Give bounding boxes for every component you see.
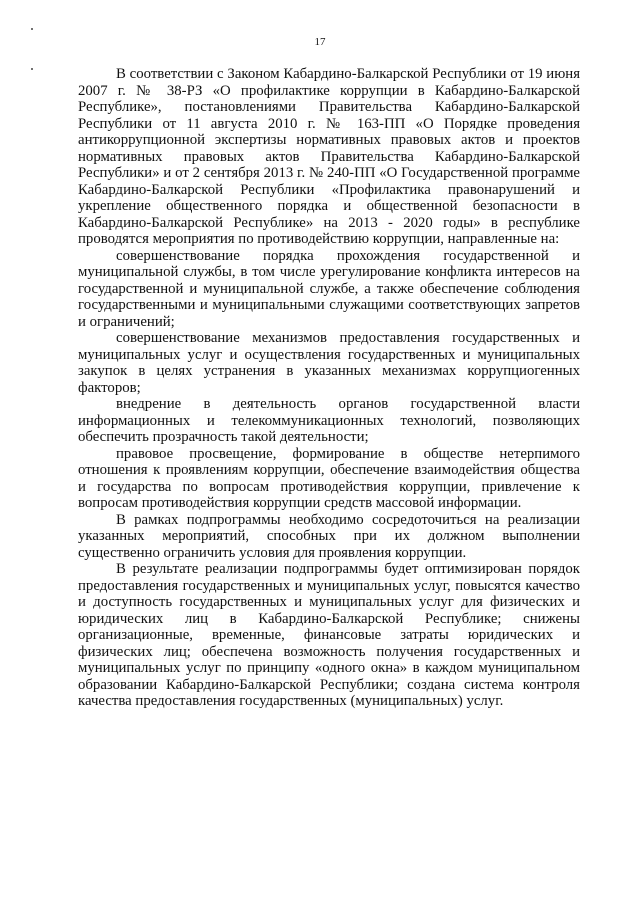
paragraph-item-civil-service: совершенствование порядка прохождения государственной и муниципальной службы, в том числе урегулирование конфликта интересов на государственной и муниципальной службе, а также обеспечение соблюдения государственными и муниципальными служащими соответствующих запретов и ограничений;	[78, 247, 580, 330]
document-body	[78, 66, 580, 710]
paragraph-intro: В соответствии с Законом Кабардино-Балкарской Республики от 19 июня 2007 г. № 38-РЗ «О профилактике коррупции в Кабардино-Балкарской Республике», постановлениями Правительства Кабардино-Балкарской Республики от 11 августа 2010 г. № 163-ПП «О Порядке проведения антикоррупционной экспертизы нормативных правовых актов и проектов нормативных правовых актов Правительства Кабардино-Балкарской Республики» и от 2 сентября 2013 г. № 240-ПП «О Государственной программе Кабардино-Балкарской Республики «Профилактика правонарушений и укрепление общественного порядка и общественной безопасности в Кабардино-Балкарской Республике» на 2013 - 2020 годы» в республике проводятся мероприятия по противодействию коррупции, направленные на:	[78, 66, 580, 247]
scan-speck	[31, 28, 33, 30]
page-number: 17	[314, 36, 326, 48]
paragraph-subprogram-focus: В рамках подпрограммы необходимо сосредоточиться на реализации указанных мероприятий, способных при их должном выполнении существенно ограничить условия для проявления коррупции.	[78, 511, 580, 561]
paragraph-expected-results: В результате реализации подпрограммы будет оптимизирован порядок предоставления государственных и муниципальных услуг, повысятся качество и доступность государственных и муниципальных услуг для физических и юридических лиц в Кабардино-Балкарской Республике; снижены организационные, временные, финансовые затраты юридических и физических лиц; обеспечена возможность получения государственных и муниципальных услуг по принципу «одного окна» в каждом муниципальном образовании Кабардино-Балкарской Республики; создана система контроля качества предоставления государственных (муниципальных) услуг.	[78, 561, 580, 709]
paragraph-item-technologies: внедрение в деятельность органов государственной власти информационных и телекоммуникационных технологий, позволяющих обеспечить прозрачность такой деятельности;	[78, 396, 580, 445]
scan-speck	[31, 68, 33, 70]
paragraph-item-education: правовое просвещение, формирование в обществе нетерпимого отношения к проявлениям коррупции, обеспечение взаимодействия общества и государства по вопросам противодействия коррупции, привлечение к вопросам противодействия коррупции средств массовой информации.	[78, 445, 580, 511]
paragraph-item-services: совершенствование механизмов предоставления государственных и муниципальных услуг и осуществления государственных и муниципальных закупок в целях устранения в указанных механизмах коррупциогенных факторов;	[78, 330, 580, 396]
